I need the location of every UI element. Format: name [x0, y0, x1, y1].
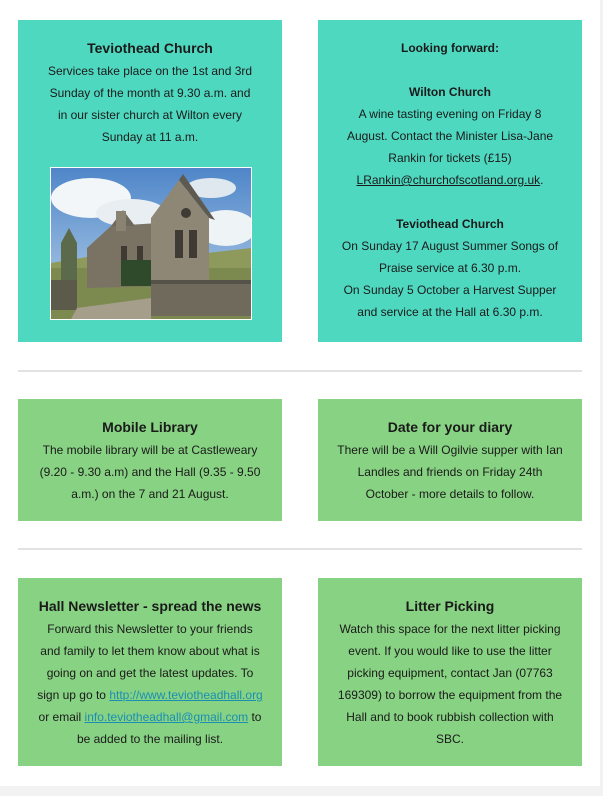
card-text-line: be added to the mailing list. [76, 732, 224, 746]
card-text-line: October - more details to follow. [365, 487, 535, 501]
card-text-line: and service at the Hall at 6.30 p.m. [357, 305, 543, 319]
card-title: Mobile Library [102, 419, 198, 435]
card-text-line: Watch this space for the next litter picking [339, 622, 561, 636]
mobile-library-card [18, 399, 282, 521]
card-title: Date for your diary [387, 419, 513, 435]
card-text-line: Rankin for tickets (£15) [388, 151, 512, 165]
website-link[interactable]: http://www.teviotheadhall.org [109, 688, 263, 702]
card-title: Litter Picking [405, 598, 495, 614]
email-suffix-text: to [248, 710, 262, 724]
section-divider [18, 370, 582, 372]
card-text-line: picking equipment, contact Jan (07763 [347, 666, 553, 680]
minister-email-link[interactable]: LRankin@churchofscotland.org.uk [356, 173, 541, 187]
diary-card [318, 399, 582, 521]
card-text-line: Praise service at 6.30 p.m. [378, 261, 522, 275]
card-text-line: Services take place on the 1st and 3rd [47, 64, 253, 78]
card-text-line: 169309) to borrow the equipment from the [337, 688, 563, 702]
card-subheading: Wilton Church [409, 85, 491, 99]
card-text-line: going on and get the latest updates. To [46, 666, 254, 680]
card-text-line: The mobile library will be at Castleweary [42, 443, 258, 457]
card-text-line: SBC. [435, 732, 464, 746]
card-text-line: event. If you would like to use the litter [348, 644, 552, 658]
email-prefix-text: or email [38, 710, 85, 724]
card-text-line: A wine tasting evening on Friday 8 [358, 107, 542, 121]
card-text-line: Landles and friends on Friday 24th [357, 465, 543, 479]
card-text-line: Sunday at 11 a.m. [101, 130, 199, 144]
card-title: Hall Newsletter - spread the news [38, 598, 262, 614]
card-text-line [30, 684, 270, 706]
hall-newsletter-card [18, 578, 282, 766]
card-title: Teviothead Church [87, 40, 213, 56]
teviothead-church-card [18, 20, 282, 342]
card-text-line [330, 169, 570, 191]
hall-email-link[interactable]: info.teviotheadhall@gmail.com [84, 710, 249, 724]
card-text-line: On Sunday 5 October a Harvest Supper [343, 283, 557, 297]
spacer [330, 191, 570, 213]
card-text-line: On Sunday 17 August Summer Songs of [341, 239, 559, 253]
card-text-line: Hall and to book rubbish collection with [346, 710, 554, 724]
spacer [330, 59, 570, 81]
card-text-line: in our sister church at Wilton every [57, 108, 243, 122]
section-divider [18, 548, 582, 550]
period-text: . [540, 173, 544, 187]
card-text-line: (9.20 - 9.30 a.m) and the Hall (9.35 - 9.50 [39, 465, 261, 479]
card-text-line: Sunday of the month at 9.30 a.m. and [49, 86, 251, 100]
looking-forward-card [318, 20, 582, 342]
card-text-line: There will be a Will Ogilvie supper with Ian [337, 443, 563, 457]
card-subheading: Teviothead Church [396, 217, 504, 231]
card-text-line: and family to let them know about what is [40, 644, 260, 658]
card-heading: Looking forward: [401, 41, 499, 55]
card-text-line: August. Contact the Minister Lisa-Jane [346, 129, 554, 143]
church-photo [50, 167, 252, 320]
litter-picking-card [318, 578, 582, 766]
card-text-line: a.m.) on the 7 and 21 August. [71, 487, 229, 501]
signup-text: sign up go to [37, 688, 110, 702]
card-text-line: Forward this Newsletter to your friends [47, 622, 253, 636]
card-text-line [30, 706, 270, 728]
